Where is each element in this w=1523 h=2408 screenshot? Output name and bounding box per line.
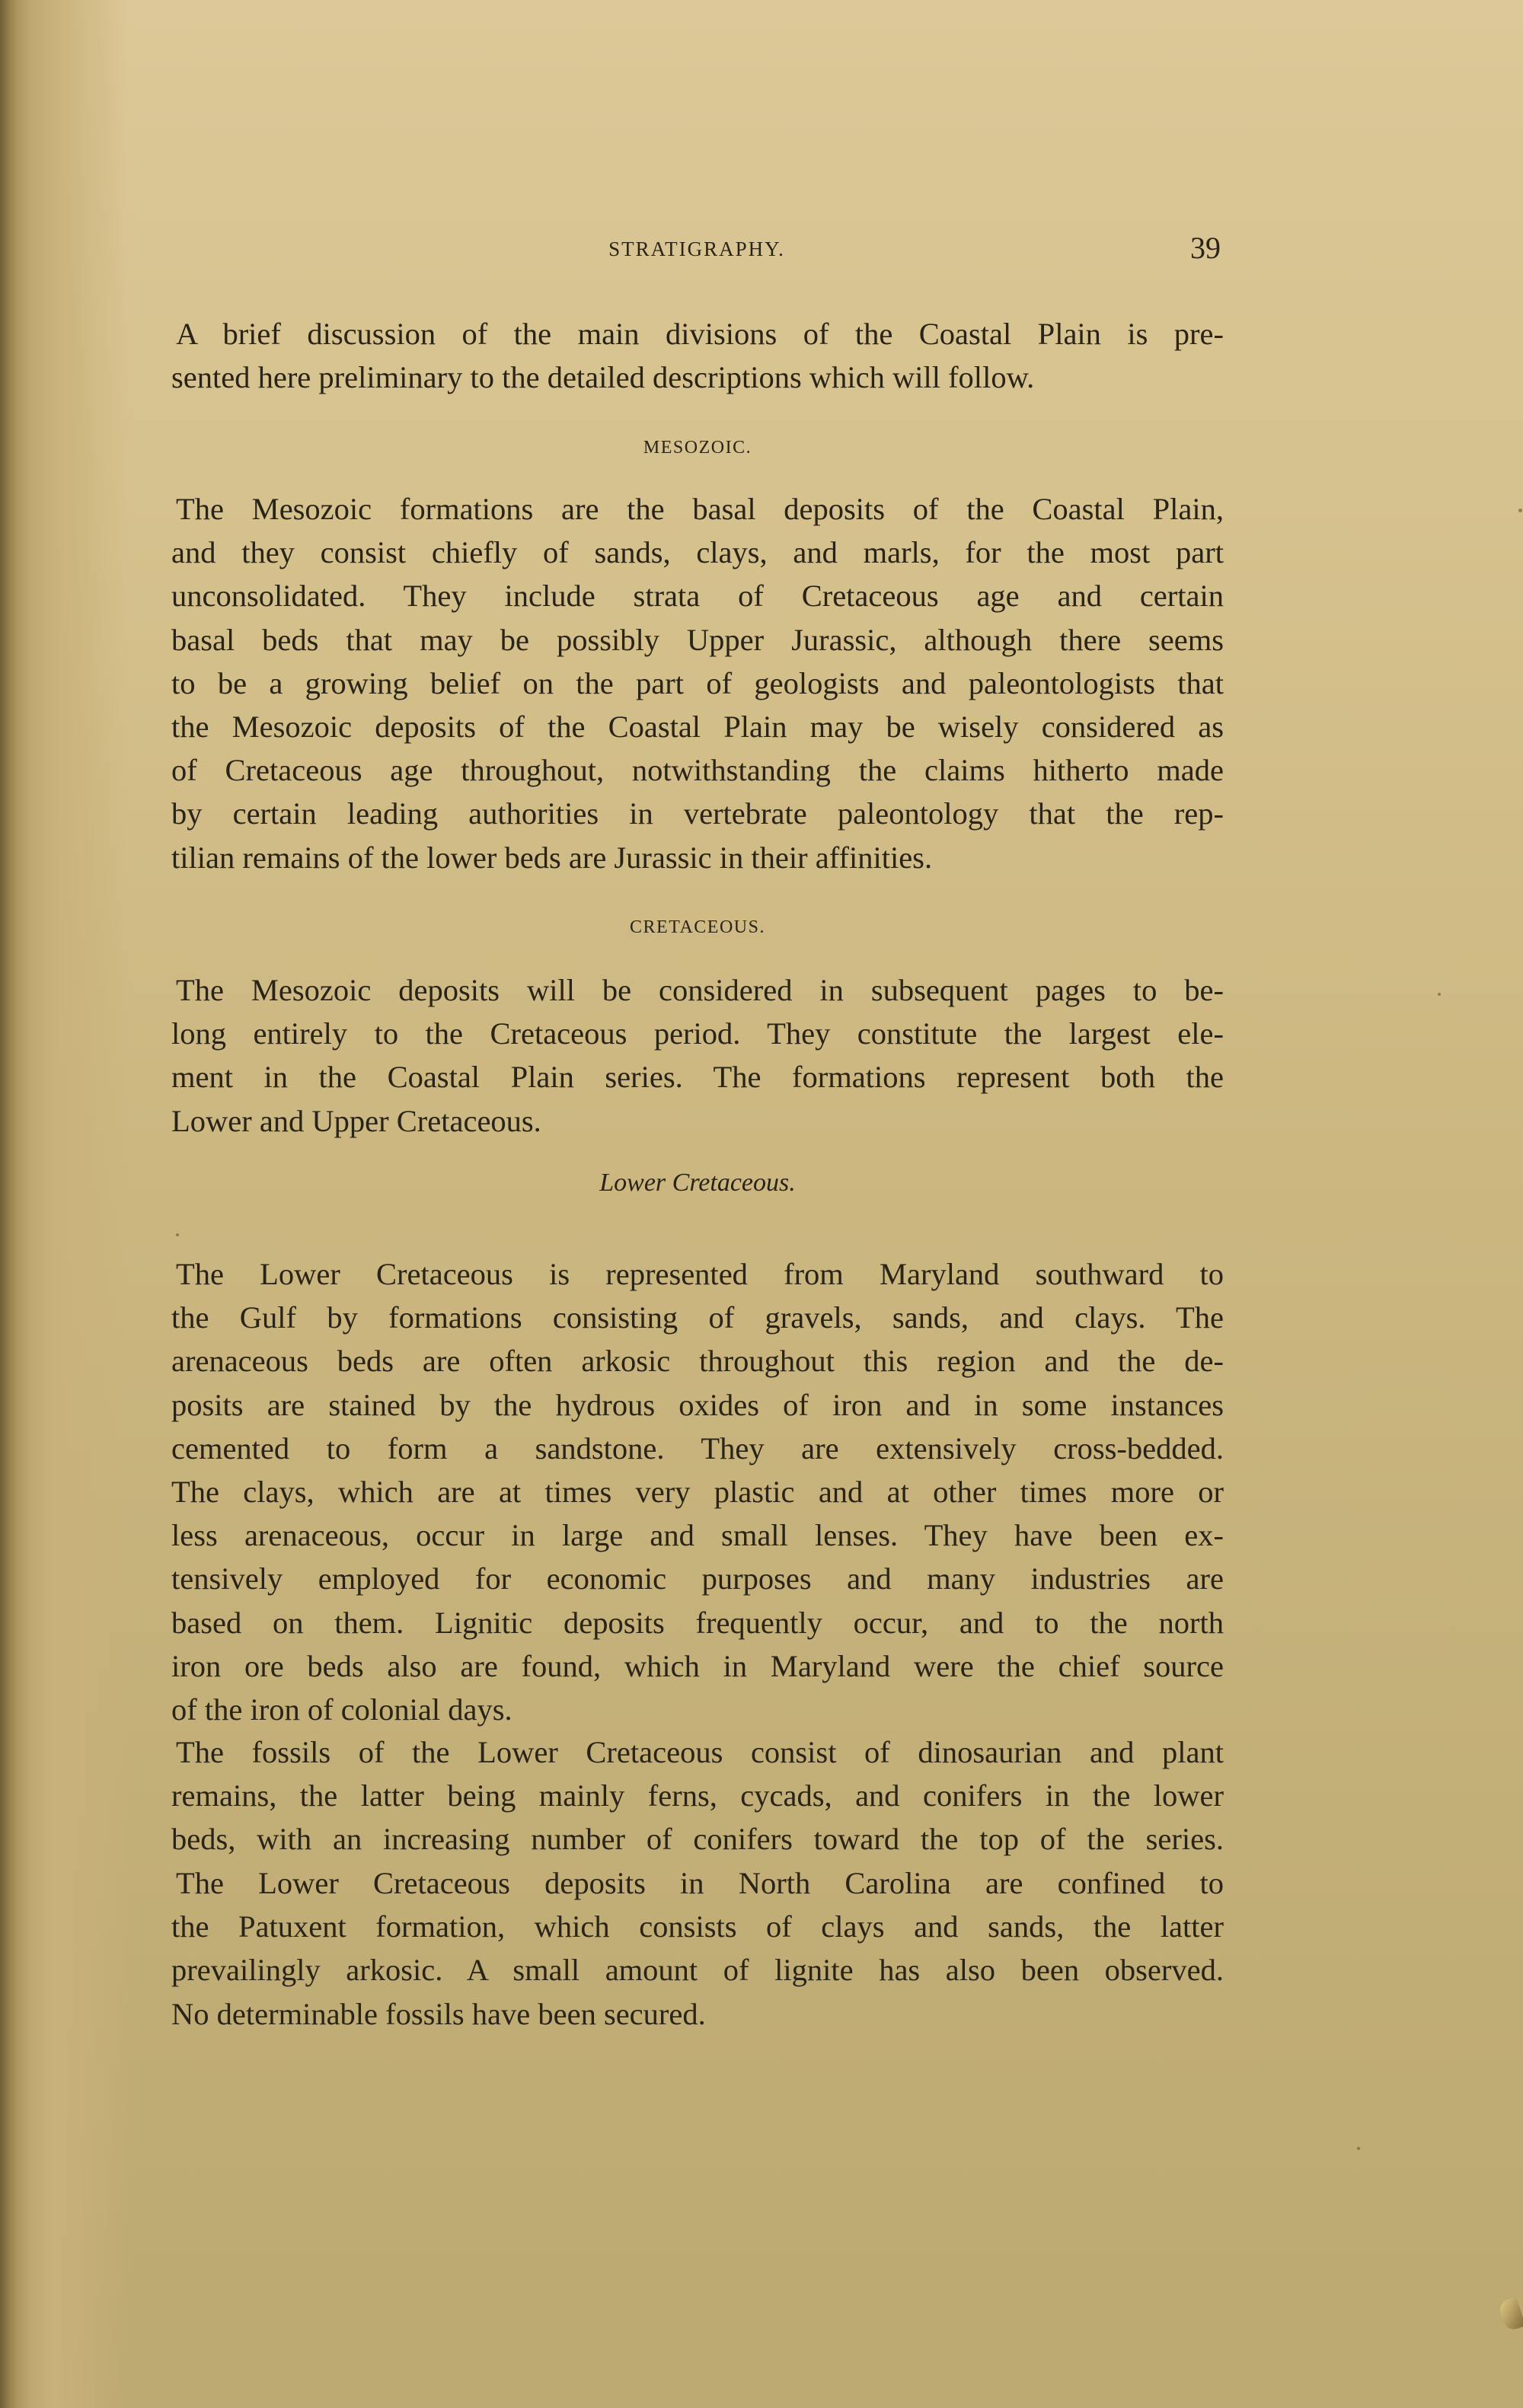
mesozoic-section: [171, 438, 1224, 458]
binding-gutter-shadow: [0, 0, 17, 2408]
page-number: 39: [1190, 231, 1221, 265]
page-corner-tear: [1497, 2297, 1523, 2332]
scan-speck: [1518, 509, 1522, 512]
text-line: cemented to form a sandstone. They are extensively cross-bedded.: [171, 1430, 1224, 1466]
text-line: tilian remains of the lower beds are Jurassic in their affinities.: [171, 840, 933, 875]
scan-speck: [176, 1233, 179, 1236]
text-line: The Mesozoic formations are the basal deposits of the Coastal Plain,: [176, 492, 1224, 526]
running-head-title: STRATIGRAPHY.: [608, 238, 785, 260]
text-line: of Cretaceous age throughout, notwithstanding the claims hitherto made: [171, 753, 1224, 788]
text-line: The Lower Cretaceous deposits in North Carolina are confined to: [176, 1866, 1224, 1900]
lower-cretaceous-paragraph-3: [171, 1861, 1224, 2036]
text-line: tensively employed for economic purposes and many industries are: [171, 1561, 1224, 1596]
text-line: A brief discussion of the main divisions of the Coastal Plain is pre-: [176, 317, 1224, 351]
running-head: [171, 230, 1222, 268]
text-line: arenaceous beds are often arkosic throughout this region and the de-: [171, 1344, 1224, 1379]
text-line: iron ore beds also are found, which in Maryland were the chief source: [171, 1648, 1224, 1683]
lower-cretaceous-section: [171, 1169, 1224, 1198]
scan-speck: [1438, 993, 1441, 996]
text-line: sented here preliminary to the detailed descriptions which will follow.: [171, 360, 1035, 395]
cretaceous-paragraph: [171, 968, 1224, 1143]
text-line: long entirely to the Cretaceous period. They constitute the largest ele-: [171, 1016, 1224, 1051]
text-line: less arenaceous, occur in large and small lenses. They have been ex-: [171, 1518, 1224, 1553]
lower-cretaceous-paragraph-1: [171, 1252, 1224, 1731]
text-line: The clays, which are at times very plastic and at other times more or: [171, 1475, 1224, 1510]
text-line: beds, with an increasing number of conifers toward the top of the series.: [171, 1822, 1224, 1857]
text-line: prevailingly arkosic. A small amount of lignite has also been observed.: [171, 1953, 1224, 1988]
text-line: basal beds that may be possibly Upper Jurassic, although there seems: [171, 622, 1224, 657]
text-line: posits are stained by the hydrous oxides of iron and in some instances: [171, 1387, 1224, 1422]
text-line: based on them. Lignitic deposits frequently occur, and to the north: [171, 1605, 1224, 1640]
section-heading-mesozoic: MESOZOIC.: [643, 438, 752, 458]
text-line: Lower and Upper Cretaceous.: [171, 1103, 541, 1138]
section-heading-cretaceous: CRETACEOUS.: [630, 917, 765, 937]
text-line: of the iron of colonial days.: [171, 1692, 512, 1727]
text-line: The Lower Cretaceous is represented from Maryland southward to: [176, 1257, 1224, 1291]
intro-paragraph: [171, 312, 1224, 399]
text-line: to be a growing belief on the part of geologists and paleontologists that: [171, 665, 1224, 700]
text-line: the Patuxent formation, which consists of clays and sands, the latter: [171, 1909, 1224, 1944]
scan-speck: [1357, 2147, 1360, 2150]
text-line: remains, the latter being mainly ferns, cycads, and conifers in the lower: [171, 1778, 1224, 1813]
subsection-heading-lower-cretaceous: Lower Cretaceous.: [599, 1169, 796, 1197]
mesozoic-paragraph: [171, 487, 1224, 879]
text-line: by certain leading authorities in vertebrate paleontology that the rep-: [171, 796, 1224, 831]
text-line: the Mesozoic deposits of the Coastal Plain may be wisely considered as: [171, 710, 1224, 745]
cretaceous-section: [171, 917, 1224, 938]
text-line: The fossils of the Lower Cretaceous consist of dinosaurian and plant: [176, 1735, 1224, 1769]
text-line: ment in the Coastal Plain series. The formations represent both the: [171, 1060, 1224, 1095]
text-line: unconsolidated. They include strata of Cretaceous age and certain: [171, 579, 1224, 614]
text-line: No determinable fossils have been secured.: [171, 1996, 706, 2031]
text-line: The Mesozoic deposits will be considered in subsequent pages to be-: [176, 973, 1224, 1007]
text-line: and they consist chiefly of sands, clays, and marls, for the most part: [171, 535, 1224, 570]
lower-cretaceous-paragraph-2: [171, 1730, 1224, 1861]
text-line: the Gulf by formations consisting of gravels, sands, and clays. The: [171, 1300, 1224, 1335]
